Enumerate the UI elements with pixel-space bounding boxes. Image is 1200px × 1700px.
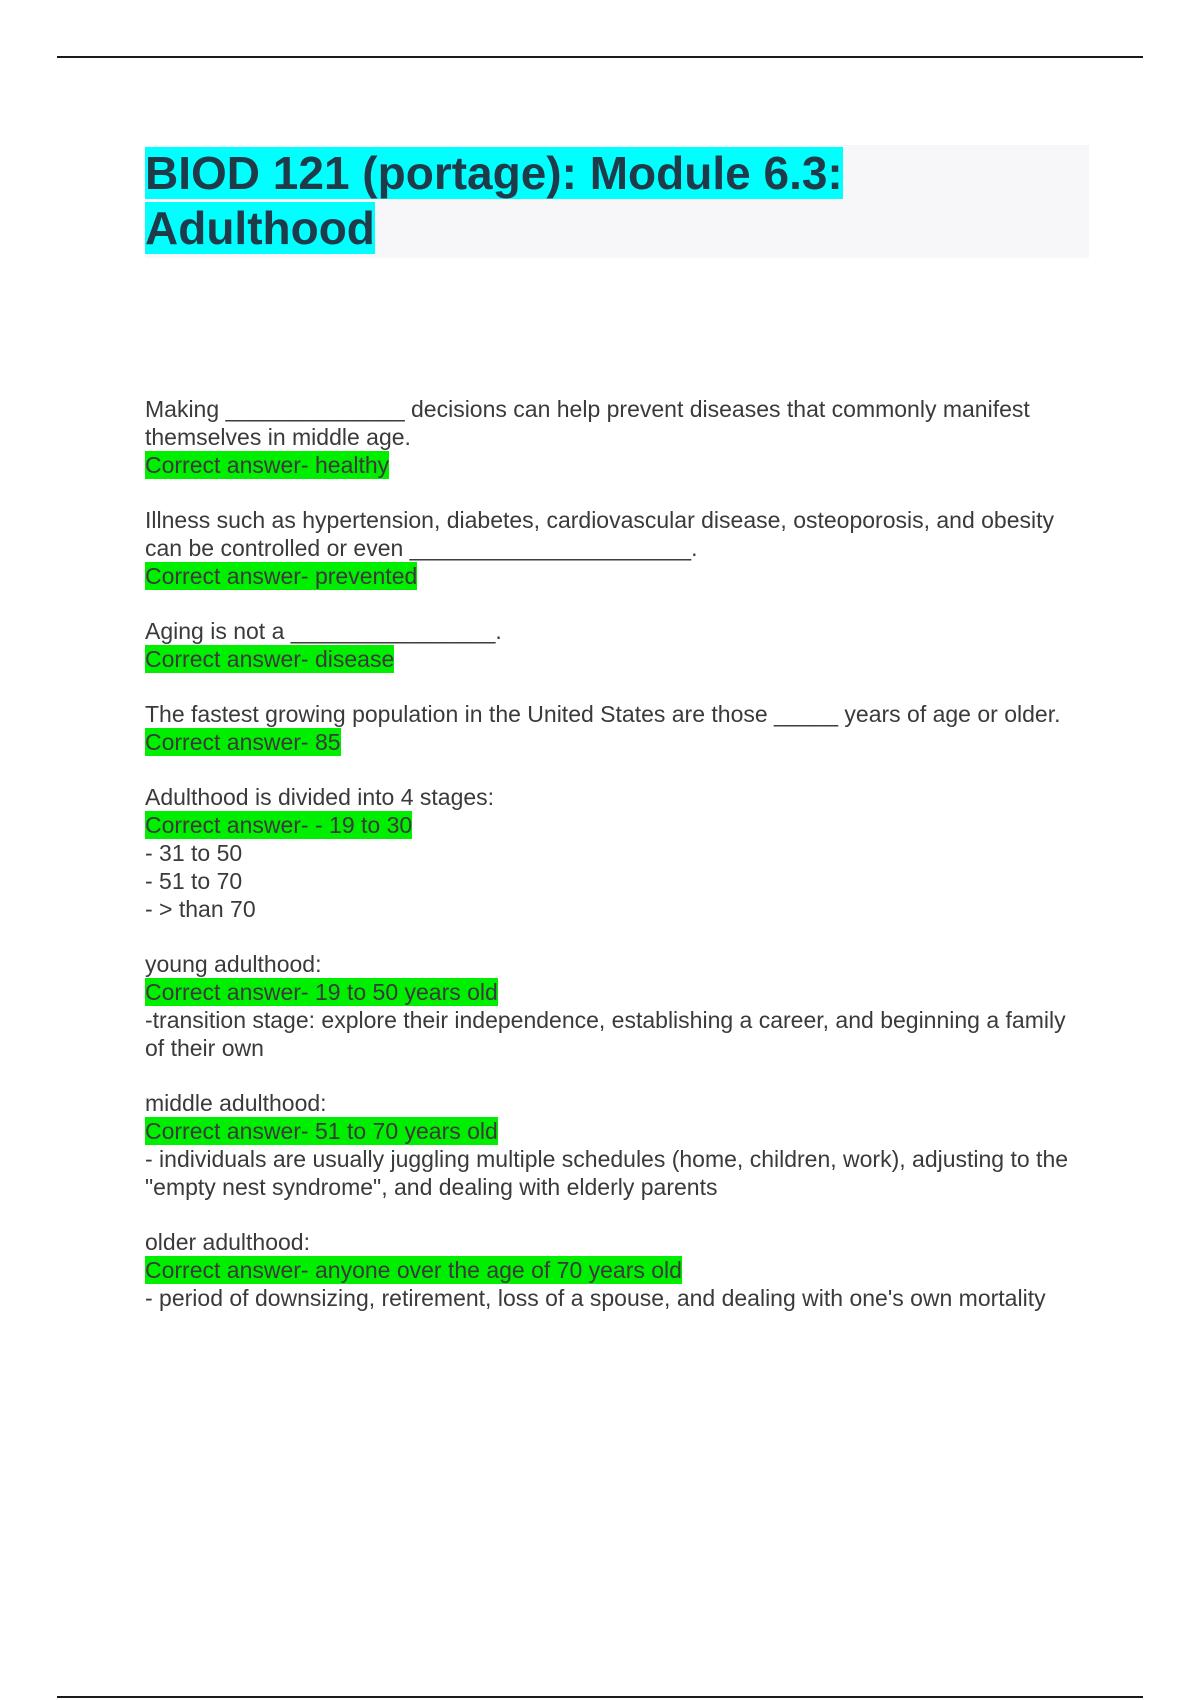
question-text: Making ______________ decisions can help prevent diseases that commonly manifest themselves in middle age. xyxy=(145,396,1030,450)
answer-note: - > than 70 xyxy=(145,896,256,922)
qa-item xyxy=(145,617,1080,673)
qa-item xyxy=(145,506,1080,590)
question-text: middle adulthood: xyxy=(145,1090,327,1116)
qa-item xyxy=(145,395,1080,479)
correct-answer: Correct answer- 19 to 50 years old xyxy=(145,979,498,1005)
correct-answer: Correct answer- - 19 to 30 xyxy=(145,812,413,838)
bottom-rule xyxy=(57,1696,1143,1698)
correct-answer: Correct answer- healthy xyxy=(145,452,390,478)
correct-answer: Correct answer- 85 xyxy=(145,729,341,755)
qa-item xyxy=(145,1089,1080,1201)
qa-item xyxy=(145,783,1080,923)
title-line-2: Adulthood xyxy=(145,202,375,254)
correct-answer: Correct answer- anyone over the age of 70 years old xyxy=(145,1257,682,1283)
correct-answer: Correct answer- prevented xyxy=(145,563,418,589)
question-text: Aging is not a ________________. xyxy=(145,618,502,644)
question-text: The fastest growing population in the United States are those _____ years of age or older. xyxy=(145,701,1061,727)
document-title xyxy=(145,146,1085,256)
question-text: older adulthood: xyxy=(145,1229,310,1255)
question-text: Adulthood is divided into 4 stages: xyxy=(145,784,495,810)
top-rule xyxy=(57,56,1143,58)
question-text: Illness such as hypertension, diabetes, cardiovascular disease, osteoporosis, and obesity can be controlled or even ______________________. xyxy=(145,507,1055,561)
answer-note: - period of downsizing, retirement, loss of a spouse, and dealing with one's own mortality xyxy=(145,1285,1046,1311)
answer-note: - 51 to 70 xyxy=(145,868,243,894)
answer-note: - 31 to 50 xyxy=(145,840,243,866)
title-line-1: BIOD 121 (portage): Module 6.3: xyxy=(145,147,843,199)
question-list xyxy=(145,395,1080,1312)
correct-answer: Correct answer- disease xyxy=(145,646,395,672)
answer-note: -transition stage: explore their independence, establishing a career, and beginning a family of their own xyxy=(145,1007,1066,1061)
correct-answer: Correct answer- 51 to 70 years old xyxy=(145,1118,498,1144)
qa-item xyxy=(145,1228,1080,1312)
answer-note: - individuals are usually juggling multiple schedules (home, children, work), adjusting to the "empty nest syndrome", and dealing with elderly parents xyxy=(145,1146,1069,1200)
qa-item xyxy=(145,700,1080,756)
qa-item xyxy=(145,950,1080,1062)
question-text: young adulthood: xyxy=(145,951,322,977)
